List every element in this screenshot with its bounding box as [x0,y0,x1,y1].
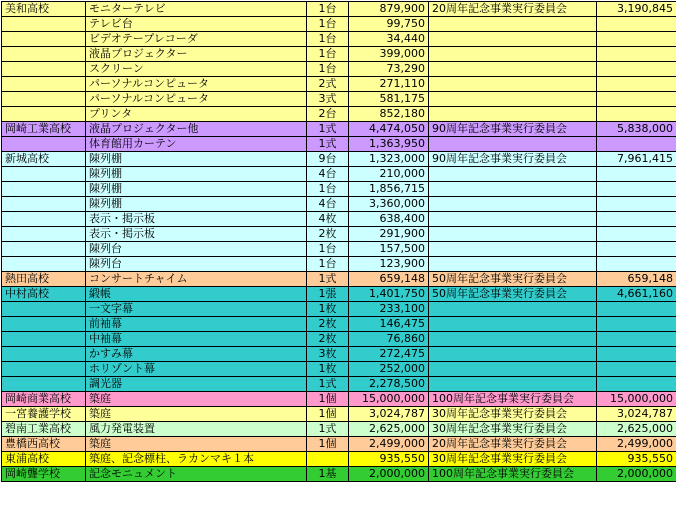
table-row [2,272,676,287]
amount-cell[interactable]: 15,000,000 [349,392,429,407]
item-name-cell[interactable]: 表示・掲示板 [86,212,307,227]
committee-cell[interactable] [429,47,597,62]
committee-cell[interactable]: 90周年記念事業実行委員会 [429,152,597,167]
table-row [2,47,676,62]
total-cell[interactable] [597,317,676,332]
item-name-cell[interactable]: かすみ幕 [86,347,307,362]
school-cell[interactable] [2,107,86,122]
committee-cell[interactable] [429,332,597,347]
quantity-cell[interactable]: 2枚 [307,317,349,332]
amount-cell[interactable]: 2,000,000 [349,467,429,482]
school-cell[interactable] [2,47,86,62]
quantity-cell[interactable]: 1台 [307,257,349,272]
committee-cell[interactable] [429,347,597,362]
committee-cell[interactable] [429,362,597,377]
total-cell[interactable] [597,32,676,47]
committee-cell[interactable]: 30周年記念事業実行委員会 [429,422,597,437]
quantity-cell[interactable]: 1式 [307,122,349,137]
amount-cell[interactable]: 3,024,787 [349,407,429,422]
table-row [2,332,676,347]
committee-cell[interactable] [429,182,597,197]
school-cell[interactable]: 一宮養護学校 [2,407,86,422]
school-cell[interactable] [2,302,86,317]
amount-cell[interactable]: 399,000 [349,47,429,62]
amount-cell[interactable]: 1,363,950 [349,137,429,152]
table-row [2,182,676,197]
table-row [2,317,676,332]
committee-cell[interactable] [429,302,597,317]
amount-cell[interactable]: 879,900 [349,2,429,17]
amount-cell[interactable]: 271,110 [349,77,429,92]
item-name-cell[interactable]: コンサートチャイム [86,272,307,287]
quantity-cell[interactable]: 1台 [307,17,349,32]
school-cell[interactable] [2,197,86,212]
amount-cell[interactable]: 3,360,000 [349,197,429,212]
quantity-cell[interactable]: 1基 [307,467,349,482]
amount-cell[interactable]: 146,475 [349,317,429,332]
amount-cell[interactable]: 638,400 [349,212,429,227]
table-row [2,137,676,152]
committee-cell[interactable]: 30周年記念事業実行委員会 [429,452,597,467]
quantity-cell[interactable]: 1台 [307,62,349,77]
amount-cell[interactable]: 233,100 [349,302,429,317]
item-name-cell[interactable]: 体育館用カーテン [86,137,307,152]
school-cell[interactable]: 中村高校 [2,287,86,302]
total-cell[interactable]: 2,499,000 [597,437,676,452]
amount-cell[interactable]: 2,278,500 [349,377,429,392]
amount-cell[interactable]: 2,625,000 [349,422,429,437]
school-cell[interactable] [2,362,86,377]
school-cell[interactable] [2,257,86,272]
school-cell[interactable] [2,62,86,77]
school-cell[interactable] [2,92,86,107]
committee-cell[interactable] [429,257,597,272]
item-name-cell[interactable]: 陳列台 [86,242,307,257]
table-row [2,422,676,437]
total-cell[interactable]: 659,148 [597,272,676,287]
table-row [2,92,676,107]
total-cell[interactable]: 5,838,000 [597,122,676,137]
item-name-cell[interactable]: 液晶プロジェクター [86,47,307,62]
quantity-cell[interactable]: 1式 [307,272,349,287]
quantity-cell[interactable]: 1式 [307,377,349,392]
item-name-cell[interactable]: パーソナルコンピュータ [86,92,307,107]
quantity-cell[interactable]: 4台 [307,197,349,212]
committee-cell[interactable] [429,77,597,92]
item-name-cell[interactable]: 風力発電装置 [86,422,307,437]
committee-cell[interactable] [429,197,597,212]
committee-cell[interactable] [429,317,597,332]
item-name-cell[interactable]: 一文字幕 [86,302,307,317]
total-cell[interactable] [597,302,676,317]
amount-cell[interactable]: 4,474,050 [349,122,429,137]
school-cell[interactable]: 岡崎商業高校 [2,392,86,407]
amount-cell[interactable]: 659,148 [349,272,429,287]
table-row [2,122,676,137]
quantity-cell[interactable]: 2台 [307,107,349,122]
quantity-cell[interactable]: 1張 [307,287,349,302]
school-cell[interactable] [2,212,86,227]
quantity-cell[interactable]: 1台 [307,47,349,62]
school-cell[interactable]: 碧南工業高校 [2,422,86,437]
total-cell[interactable] [597,182,676,197]
table-row [2,152,676,167]
table-row [2,347,676,362]
amount-cell[interactable]: 210,000 [349,167,429,182]
school-cell[interactable] [2,227,86,242]
item-name-cell[interactable]: 築庭 [86,437,307,452]
amount-cell[interactable]: 272,475 [349,347,429,362]
amount-cell[interactable]: 99,750 [349,17,429,32]
amount-cell[interactable]: 34,440 [349,32,429,47]
item-name-cell[interactable]: 液晶プロジェクター他 [86,122,307,137]
table-row [2,437,676,452]
school-cell[interactable] [2,17,86,32]
committee-cell[interactable] [429,32,597,47]
table-row [2,107,676,122]
table-row [2,362,676,377]
item-name-cell[interactable]: ホリゾント幕 [86,362,307,377]
school-cell[interactable] [2,77,86,92]
total-cell[interactable] [597,77,676,92]
quantity-cell[interactable]: 1個 [307,407,349,422]
school-cell[interactable] [2,182,86,197]
item-name-cell[interactable]: 前袖幕 [86,317,307,332]
amount-cell[interactable]: 76,860 [349,332,429,347]
item-name-cell[interactable]: 築庭 [86,407,307,422]
table-row [2,242,676,257]
table-row [2,2,676,17]
total-cell[interactable] [597,212,676,227]
amount-cell[interactable]: 2,499,000 [349,437,429,452]
total-cell[interactable] [597,92,676,107]
quantity-cell[interactable]: 1枚 [307,362,349,377]
item-name-cell[interactable]: 築庭 [86,392,307,407]
sheet-body [2,2,676,482]
quantity-cell[interactable]: 3枚 [307,347,349,362]
total-cell[interactable] [597,197,676,212]
table-row [2,77,676,92]
table-row [2,452,676,467]
table-row [2,227,676,242]
school-cell[interactable] [2,32,86,47]
item-name-cell[interactable]: 陳列棚 [86,197,307,212]
table-row [2,302,676,317]
donation-sheet [1,1,676,482]
total-cell[interactable] [597,347,676,362]
committee-cell[interactable]: 90周年記念事業実行委員会 [429,122,597,137]
school-cell[interactable]: 岡崎工業高校 [2,122,86,137]
total-cell[interactable]: 2,000,000 [597,467,676,482]
quantity-cell[interactable]: 1個 [307,437,349,452]
quantity-cell[interactable]: 1台 [307,2,349,17]
school-cell[interactable] [2,167,86,182]
table-row [2,392,676,407]
amount-cell[interactable]: 157,500 [349,242,429,257]
quantity-cell[interactable]: 1式 [307,137,349,152]
item-name-cell[interactable]: テレビ台 [86,17,307,32]
committee-cell[interactable]: 50周年記念事業実行委員会 [429,287,597,302]
quantity-cell[interactable]: 1台 [307,32,349,47]
item-name-cell[interactable]: 築庭、記念標柱、ラカンマキ１本 [86,452,307,467]
table-row [2,17,676,32]
committee-cell[interactable] [429,107,597,122]
table-row [2,287,676,302]
school-cell[interactable] [2,347,86,362]
table-row [2,212,676,227]
item-name-cell[interactable]: 陳列棚 [86,167,307,182]
school-cell[interactable]: 岡崎聾学校 [2,467,86,482]
amount-cell[interactable]: 252,000 [349,362,429,377]
item-name-cell[interactable]: 緞帳 [86,287,307,302]
committee-cell[interactable] [429,227,597,242]
quantity-cell[interactable]: 1個 [307,392,349,407]
total-cell[interactable] [597,332,676,347]
amount-cell[interactable]: 73,290 [349,62,429,77]
item-name-cell[interactable]: 陳列台 [86,257,307,272]
quantity-cell[interactable]: 9台 [307,152,349,167]
quantity-cell[interactable] [307,452,349,467]
total-cell[interactable] [597,62,676,77]
item-name-cell[interactable]: 調光器 [86,377,307,392]
quantity-cell[interactable]: 4枚 [307,212,349,227]
school-cell[interactable]: 美和高校 [2,2,86,17]
quantity-cell[interactable]: 3式 [307,92,349,107]
item-name-cell[interactable]: 表示・掲示板 [86,227,307,242]
school-cell[interactable]: 熱田高校 [2,272,86,287]
committee-cell[interactable] [429,17,597,32]
school-cell[interactable] [2,242,86,257]
item-name-cell[interactable]: パーソナルコンピュータ [86,77,307,92]
total-cell[interactable] [597,362,676,377]
committee-cell[interactable]: 20周年記念事業実行委員会 [429,437,597,452]
table-row [2,257,676,272]
school-cell[interactable]: 新城高校 [2,152,86,167]
committee-cell[interactable] [429,377,597,392]
committee-cell[interactable] [429,92,597,107]
total-cell[interactable]: 7,961,415 [597,152,676,167]
quantity-cell[interactable]: 1式 [307,422,349,437]
total-cell[interactable] [597,167,676,182]
school-cell[interactable] [2,137,86,152]
total-cell[interactable]: 4,661,160 [597,287,676,302]
school-cell[interactable] [2,377,86,392]
total-cell[interactable]: 15,000,000 [597,392,676,407]
school-cell[interactable] [2,317,86,332]
quantity-cell[interactable]: 2式 [307,77,349,92]
school-cell[interactable] [2,332,86,347]
total-cell[interactable] [597,137,676,152]
item-name-cell[interactable]: ビデオテープレコーダ [86,32,307,47]
quantity-cell[interactable]: 2枚 [307,332,349,347]
amount-cell[interactable]: 123,900 [349,257,429,272]
item-name-cell[interactable]: スクリーン [86,62,307,77]
quantity-cell[interactable]: 1台 [307,242,349,257]
item-name-cell[interactable]: プリンタ [86,107,307,122]
total-cell[interactable] [597,227,676,242]
school-cell[interactable]: 東浦高校 [2,452,86,467]
committee-cell[interactable]: 100周年記念事業実行委員会 [429,392,597,407]
total-cell[interactable]: 3,024,787 [597,407,676,422]
item-name-cell[interactable]: 中袖幕 [86,332,307,347]
quantity-cell[interactable]: 1枚 [307,302,349,317]
item-name-cell[interactable]: モニターテレビ [86,2,307,17]
item-name-cell[interactable]: 陳列棚 [86,152,307,167]
table-row [2,32,676,47]
committee-cell[interactable]: 20周年記念事業実行委員会 [429,2,597,17]
amount-cell[interactable]: 581,175 [349,92,429,107]
total-cell[interactable]: 935,550 [597,452,676,467]
total-cell[interactable] [597,377,676,392]
table-row [2,167,676,182]
amount-cell[interactable]: 1,401,750 [349,287,429,302]
total-cell[interactable]: 2,625,000 [597,422,676,437]
total-cell[interactable]: 3,190,845 [597,2,676,17]
total-cell[interactable] [597,17,676,32]
total-cell[interactable] [597,47,676,62]
committee-cell[interactable]: 50周年記念事業実行委員会 [429,272,597,287]
committee-cell[interactable] [429,62,597,77]
quantity-cell[interactable]: 2枚 [307,227,349,242]
item-name-cell[interactable]: 記念モニュメント [86,467,307,482]
quantity-cell[interactable]: 4台 [307,167,349,182]
table-row [2,407,676,422]
table-row [2,62,676,77]
committee-cell[interactable] [429,212,597,227]
school-cell[interactable]: 豊橋西高校 [2,437,86,452]
total-cell[interactable] [597,107,676,122]
item-name-cell[interactable]: 陳列棚 [86,182,307,197]
amount-cell[interactable]: 1,323,000 [349,152,429,167]
quantity-cell[interactable]: 1台 [307,182,349,197]
committee-cell[interactable]: 30周年記念事業実行委員会 [429,407,597,422]
table-row [2,377,676,392]
amount-cell[interactable]: 291,900 [349,227,429,242]
committee-cell[interactable] [429,167,597,182]
total-cell[interactable] [597,257,676,272]
table-row [2,467,676,482]
committee-cell[interactable] [429,242,597,257]
amount-cell[interactable]: 1,856,715 [349,182,429,197]
amount-cell[interactable]: 852,180 [349,107,429,122]
amount-cell[interactable]: 935,550 [349,452,429,467]
committee-cell[interactable]: 100周年記念事業実行委員会 [429,467,597,482]
committee-cell[interactable] [429,137,597,152]
total-cell[interactable] [597,242,676,257]
table-row [2,197,676,212]
